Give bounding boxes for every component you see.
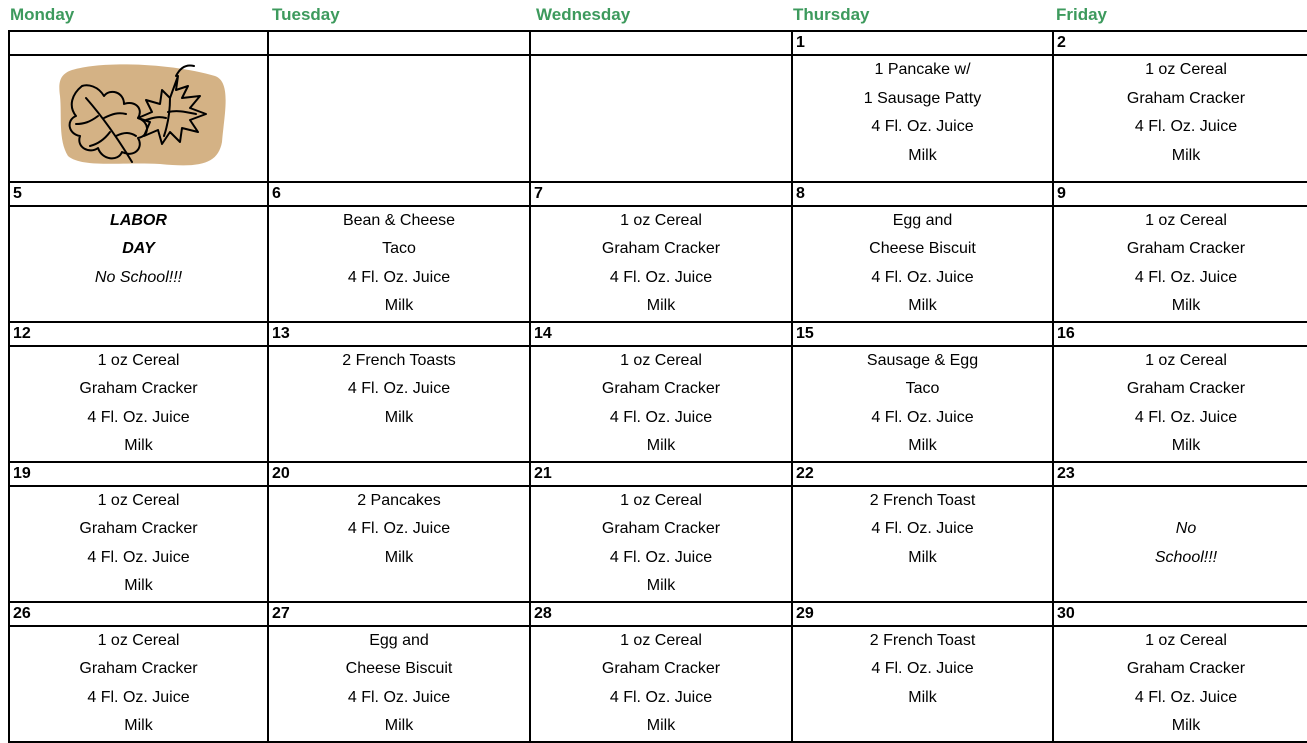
menu-item: 1 oz Cereal xyxy=(97,491,180,509)
menu-item: 4 Fl. Oz. Juice xyxy=(609,408,713,426)
menu-item: 4 Fl. Oz. Juice xyxy=(871,268,974,286)
date-number: 21 xyxy=(530,462,792,486)
menu-item: LABOR xyxy=(110,211,167,229)
menu-item: 4 Fl. Oz. Juice xyxy=(87,548,190,566)
menu-item: Milk xyxy=(646,297,676,314)
date-number: 28 xyxy=(530,602,792,626)
day-header-thursday: Thursday xyxy=(793,5,870,24)
menu-item: Taco xyxy=(382,240,416,257)
menu-item: 4 Fl. Oz. Juice xyxy=(609,548,713,566)
menu-item: 4 Fl. Oz. Juice xyxy=(871,118,974,135)
date-number: 22 xyxy=(792,462,1053,486)
menu-item: Bean & Cheese xyxy=(342,211,456,229)
menu-item: Milk xyxy=(384,717,414,734)
menu-item: Milk xyxy=(646,437,676,454)
menu-item: 1 Sausage Patty xyxy=(863,89,982,107)
menu-cell xyxy=(268,346,530,462)
menu-item: Cheese Biscuit xyxy=(345,660,453,677)
date-number: 23 xyxy=(1053,462,1307,486)
date-row xyxy=(9,322,1307,346)
menu-item: Graham Cracker xyxy=(601,660,721,677)
date-number xyxy=(9,31,268,55)
menu-item: 1 oz Cereal xyxy=(1145,351,1227,369)
menu-item: 1 oz Cereal xyxy=(1145,211,1227,229)
date-number: 5 xyxy=(9,182,268,206)
date-number: 9 xyxy=(1053,182,1307,206)
menu-item: No School!!! xyxy=(94,268,183,286)
menu-cell xyxy=(9,206,268,322)
breakfast-calendar xyxy=(8,30,1307,743)
menu-item: Graham Cracker xyxy=(1126,380,1246,397)
menu-item: Milk xyxy=(1171,717,1201,734)
menu-cell xyxy=(530,206,792,322)
menu-item: Milk xyxy=(1171,437,1201,454)
menu-item: Egg and xyxy=(892,211,953,229)
menu-item: Graham Cracker xyxy=(1126,240,1246,257)
weekday-header-row xyxy=(0,0,1307,30)
menu-item: 4 Fl. Oz. Juice xyxy=(871,660,974,677)
menu-item: 4 Fl. Oz. Juice xyxy=(347,688,451,706)
date-row xyxy=(9,462,1307,486)
date-number: 30 xyxy=(1053,602,1307,626)
menu-cell xyxy=(1053,346,1307,462)
menu-item: Milk xyxy=(908,688,937,706)
menu-cell xyxy=(792,626,1053,742)
date-number xyxy=(268,31,530,55)
menu-item: Milk xyxy=(124,437,153,454)
menu-item: 1 oz Cereal xyxy=(1145,631,1227,649)
menu-item: Graham Cracker xyxy=(601,240,721,257)
day-header-friday: Friday xyxy=(1056,5,1108,24)
menu-item: Cheese Biscuit xyxy=(869,240,976,257)
menu-item: 4 Fl. Oz. Juice xyxy=(871,520,974,537)
menu-item: Milk xyxy=(646,717,676,734)
menu-item: 2 Pancakes xyxy=(357,491,441,509)
menu-item: 4 Fl. Oz. Juice xyxy=(347,520,451,537)
menu-cell xyxy=(530,346,792,462)
menu-item: 1 oz Cereal xyxy=(620,211,702,229)
menu-cell xyxy=(1053,486,1307,602)
menu-cell xyxy=(268,206,530,322)
menu-item: 4 Fl. Oz. Juice xyxy=(1134,688,1238,706)
menu-row xyxy=(9,346,1307,462)
menu-item: Milk xyxy=(908,437,937,454)
menu-item: Milk xyxy=(384,548,414,566)
menu-item: Graham Cracker xyxy=(79,660,198,677)
menu-item: 4 Fl. Oz. Juice xyxy=(1134,408,1238,426)
menu-item: 1 oz Cereal xyxy=(620,491,702,509)
menu-item: Milk xyxy=(124,577,153,594)
menu-cell xyxy=(268,486,530,602)
menu-item: 1 Pancake w/ xyxy=(874,61,971,78)
menu-cell xyxy=(268,626,530,742)
menu-item: 1 oz Cereal xyxy=(97,351,180,369)
date-row xyxy=(9,182,1307,206)
menu-item: Milk xyxy=(384,297,414,314)
menu-item: Graham Cracker xyxy=(79,520,198,537)
menu-cell xyxy=(1053,206,1307,322)
date-row xyxy=(9,602,1307,626)
menu-item: 4 Fl. Oz. Juice xyxy=(1134,118,1238,135)
day-header-tuesday: Tuesday xyxy=(272,5,340,24)
menu-item: 4 Fl. Oz. Juice xyxy=(871,408,974,426)
menu-item: Sausage & Egg xyxy=(866,351,979,369)
date-number: 15 xyxy=(792,322,1053,346)
menu-item: 4 Fl. Oz. Juice xyxy=(87,688,190,706)
menu-cell xyxy=(530,55,792,182)
menu-item: Egg and xyxy=(369,631,429,649)
menu-item: Graham Cracker xyxy=(1126,89,1246,107)
date-number: 12 xyxy=(9,322,268,346)
date-number: 6 xyxy=(268,182,530,206)
date-number: 16 xyxy=(1053,322,1307,346)
menu-item: Milk xyxy=(124,717,153,734)
menu-item: 4 Fl. Oz. Juice xyxy=(609,268,713,286)
menu-item: Milk xyxy=(646,577,676,594)
menu-cell xyxy=(792,206,1053,322)
menu-cell xyxy=(792,346,1053,462)
autumn-leaves-icon xyxy=(10,56,269,170)
menu-item: Graham Cracker xyxy=(601,520,721,537)
date-number: 13 xyxy=(268,322,530,346)
date-number: 20 xyxy=(268,462,530,486)
menu-item: Milk xyxy=(908,548,937,566)
menu-item: 4 Fl. Oz. Juice xyxy=(347,268,451,286)
date-number: 1 xyxy=(792,31,1053,55)
date-number: 7 xyxy=(530,182,792,206)
menu-item: 4 Fl. Oz. Juice xyxy=(1134,268,1238,286)
menu-cell xyxy=(9,346,268,462)
menu-cell xyxy=(9,55,268,182)
menu-row xyxy=(9,55,1307,182)
date-number: 26 xyxy=(9,602,268,626)
date-row xyxy=(9,31,1307,55)
date-number: 29 xyxy=(792,602,1053,626)
menu-cell xyxy=(1053,55,1307,182)
day-header-monday: Monday xyxy=(10,5,75,24)
menu-item: Milk xyxy=(384,408,414,426)
menu-item: 1 oz Cereal xyxy=(1145,61,1227,78)
menu-cell xyxy=(268,55,530,182)
menu-row xyxy=(9,486,1307,602)
menu-cell xyxy=(530,626,792,742)
menu-item: Milk xyxy=(1171,297,1201,314)
menu-cell xyxy=(9,626,268,742)
menu-item: 1 oz Cereal xyxy=(620,631,702,649)
menu-item: 2 French Toasts xyxy=(342,351,456,369)
date-number: 14 xyxy=(530,322,792,346)
menu-item: No xyxy=(1175,520,1197,537)
menu-item: 4 Fl. Oz. Juice xyxy=(347,380,451,397)
menu-item: Graham Cracker xyxy=(601,380,721,397)
menu-item: 2 French Toast xyxy=(869,631,976,649)
menu-item: Milk xyxy=(1171,146,1201,164)
menu-cell xyxy=(1053,626,1307,742)
menu-cell xyxy=(9,486,268,602)
menu-row xyxy=(9,626,1307,742)
menu-item: DAY xyxy=(122,240,155,257)
menu-item: School!!! xyxy=(1154,548,1218,566)
date-number xyxy=(530,31,792,55)
menu-item: Graham Cracker xyxy=(1126,660,1246,677)
menu-row xyxy=(9,206,1307,322)
date-number: 8 xyxy=(792,182,1053,206)
menu-cell xyxy=(530,486,792,602)
menu-item: Graham Cracker xyxy=(79,380,198,397)
menu-item: 4 Fl. Oz. Juice xyxy=(609,688,713,706)
menu-cell xyxy=(792,55,1053,182)
date-number: 27 xyxy=(268,602,530,626)
menu-item: Taco xyxy=(905,380,940,397)
date-number: 19 xyxy=(9,462,268,486)
menu-item: Milk xyxy=(908,146,937,164)
menu-cell xyxy=(792,486,1053,602)
menu-item: 1 oz Cereal xyxy=(620,351,702,369)
menu-item: Milk xyxy=(908,297,937,314)
day-header-wednesday: Wednesday xyxy=(536,5,631,24)
menu-item xyxy=(1054,487,1307,516)
date-number: 2 xyxy=(1053,31,1307,55)
menu-item: 2 French Toast xyxy=(869,491,976,509)
menu-item: 4 Fl. Oz. Juice xyxy=(87,408,190,426)
menu-item: 1 oz Cereal xyxy=(97,631,180,649)
